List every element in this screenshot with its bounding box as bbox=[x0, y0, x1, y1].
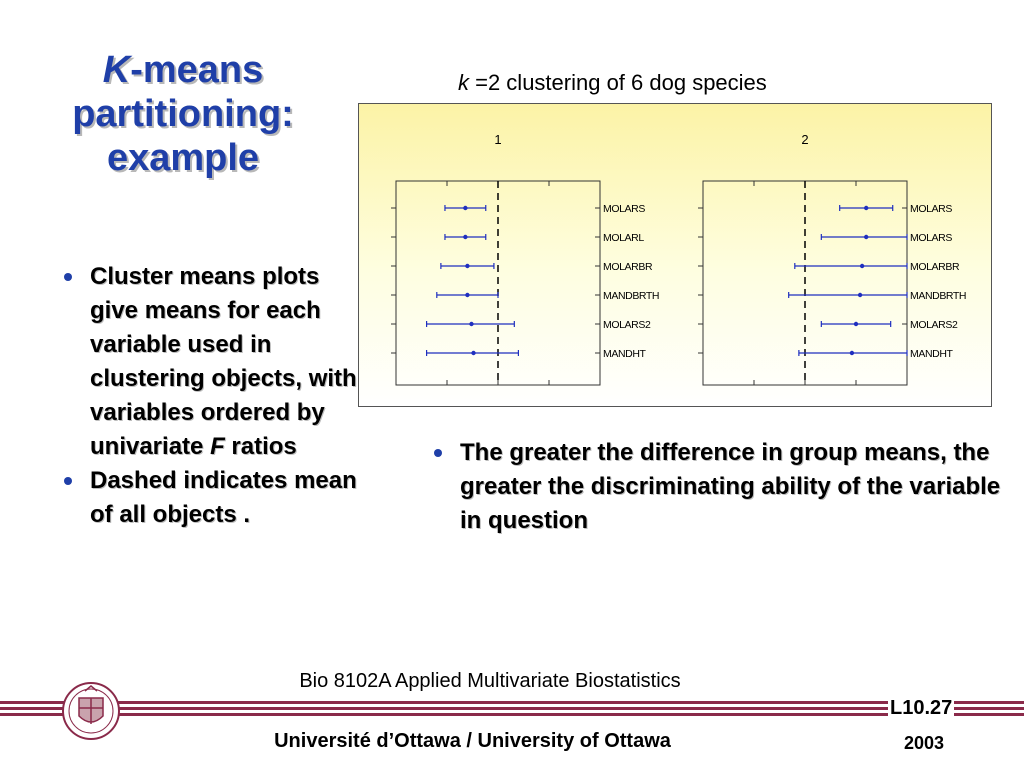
bullet-item bbox=[52, 260, 362, 464]
bullet-text: The greater the difference in group means, the greater the discriminating ability of the variable in question bbox=[460, 439, 1001, 534]
cluster-means-chart bbox=[359, 104, 991, 406]
mean-point bbox=[463, 235, 467, 239]
bullet-dot-icon bbox=[434, 449, 442, 457]
mean-point bbox=[850, 351, 854, 355]
variable-label: MOLARS bbox=[910, 232, 952, 244]
right-bullet bbox=[422, 436, 1002, 538]
variable-label: MOLARS bbox=[910, 203, 952, 215]
footer-slide-code: L10.27 bbox=[890, 697, 953, 719]
variable-label: MOLARS bbox=[603, 203, 645, 215]
mean-point bbox=[469, 322, 473, 326]
variable-label: MOLARS2 bbox=[603, 319, 651, 331]
title-line2: partitioning: bbox=[72, 93, 294, 135]
title-line3: example bbox=[106, 137, 260, 179]
chart-title bbox=[458, 70, 767, 96]
mean-point bbox=[463, 206, 467, 210]
mean-point bbox=[858, 293, 862, 297]
chart-title-text: =2 clustering of 6 dog species bbox=[469, 70, 767, 95]
bullet-dot-icon bbox=[64, 273, 72, 281]
footer-stripe bbox=[0, 701, 1024, 704]
slide-title bbox=[18, 48, 348, 180]
mean-point bbox=[860, 264, 864, 268]
chart-title-k: k bbox=[458, 70, 469, 95]
variable-label: MANDBRTH bbox=[910, 290, 967, 302]
footer-stripe bbox=[0, 707, 1024, 710]
footer-university: Université d’Ottawa / University of Ottawa bbox=[274, 730, 671, 752]
mean-point bbox=[864, 235, 868, 239]
variable-label: MOLARS2 bbox=[910, 319, 958, 331]
chart-panel-box bbox=[358, 103, 992, 407]
title-means: -means bbox=[130, 49, 264, 91]
mean-point bbox=[854, 322, 858, 326]
variable-label: MANDHT bbox=[603, 348, 646, 360]
variable-label: MOLARBR bbox=[910, 261, 960, 273]
mean-point bbox=[864, 206, 868, 210]
variable-label: MANDHT bbox=[910, 348, 953, 360]
bullet-tail: ratios bbox=[224, 433, 297, 460]
title-italic-k: K bbox=[102, 49, 131, 91]
panel-label: 2 bbox=[801, 132, 809, 147]
variable-label: MOLARBR bbox=[603, 261, 653, 273]
panel-label: 1 bbox=[494, 132, 502, 147]
bullet-text: Cluster means plots give means for each variable used in clustering objects, with variables ordered by univariate bbox=[90, 263, 357, 460]
footer-stripe bbox=[0, 713, 1024, 716]
bullet-item bbox=[422, 436, 1002, 538]
mean-point bbox=[465, 293, 469, 297]
variable-label: MOLARL bbox=[603, 232, 644, 244]
footer-year: 2003 bbox=[904, 733, 945, 753]
mean-point bbox=[471, 351, 475, 355]
mean-point bbox=[465, 264, 469, 268]
footer-course: Bio 8102A Applied Multivariate Biostatistics bbox=[299, 670, 681, 692]
left-bullets bbox=[52, 260, 362, 532]
bullet-dot-icon bbox=[64, 477, 72, 485]
bullet-italic-f: F bbox=[210, 433, 225, 460]
bullet-text: Dashed indicates mean of all objects . bbox=[90, 467, 357, 528]
variable-label: MANDBRTH bbox=[603, 290, 660, 302]
bullet-item bbox=[52, 464, 362, 532]
